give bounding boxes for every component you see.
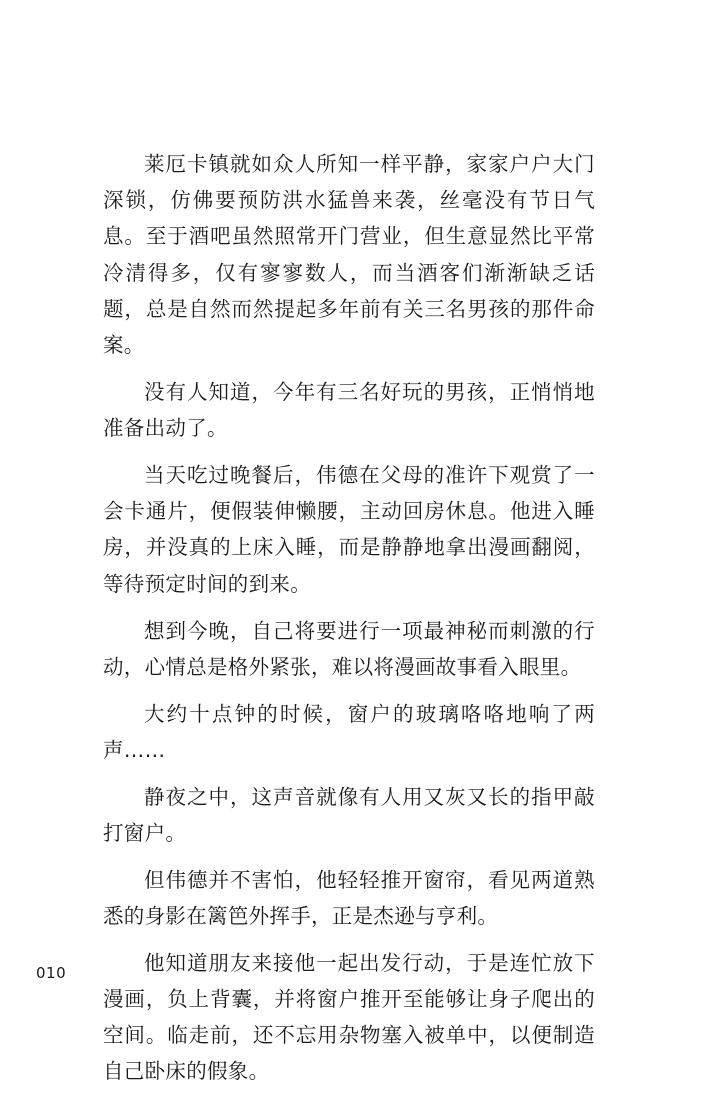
paragraph: 没有人知道，今年有三名好玩的男孩，正悄悄地准备出动了。 <box>103 379 595 441</box>
paragraph: 大约十点钟的时候，窗户的玻璃咯咯地响了两声…… <box>103 701 595 762</box>
paragraph: 当天吃过晚餐后，伟德在父母的准许下观赏了一会卡通片，便假装伸懒腰，主动回房休息。他进入睡房，并没真的上床入睡，而是静静地拿出漫画翻阅，等待预定时间的到来。 <box>103 463 595 596</box>
paragraph: 静夜之中，这声音就像有人用又灰又长的指甲敲打窗户。 <box>103 784 595 845</box>
paragraph: 他知道朋友来接他一起出发行动，于是连忙放下漫画，负上背囊，并将窗户推开至能够让身子爬出的空间。临走前，还不忘用杂物塞入被单中，以便制造自己卧床的假象。 <box>103 950 595 1084</box>
body-text <box>103 146 595 1100</box>
page-number: 010 <box>36 964 67 982</box>
paragraph: 莱厄卡镇就如众人所知一样平静，家家户户大门深锁，仿佛要预防洪水猛兽来袭，丝毫没有节日气息。至于酒吧虽然照常开门营业，但生意显然比平常冷清得多，仅有寥寥数人，而当酒客们渐渐缺乏话题，总是自然而然提起多年前有关三名男孩的那件命案。 <box>103 152 595 358</box>
paragraph: 想到今晚，自己将要进行一项最神秘而刺激的行动，心情总是格外紧张，难以将漫画故事看入眼里。 <box>103 618 595 679</box>
paragraph: 但伟德并不害怕，他轻轻推开窗帘，看见两道熟悉的身影在篱笆外挥手，正是杰逊与亨利。 <box>103 867 595 928</box>
